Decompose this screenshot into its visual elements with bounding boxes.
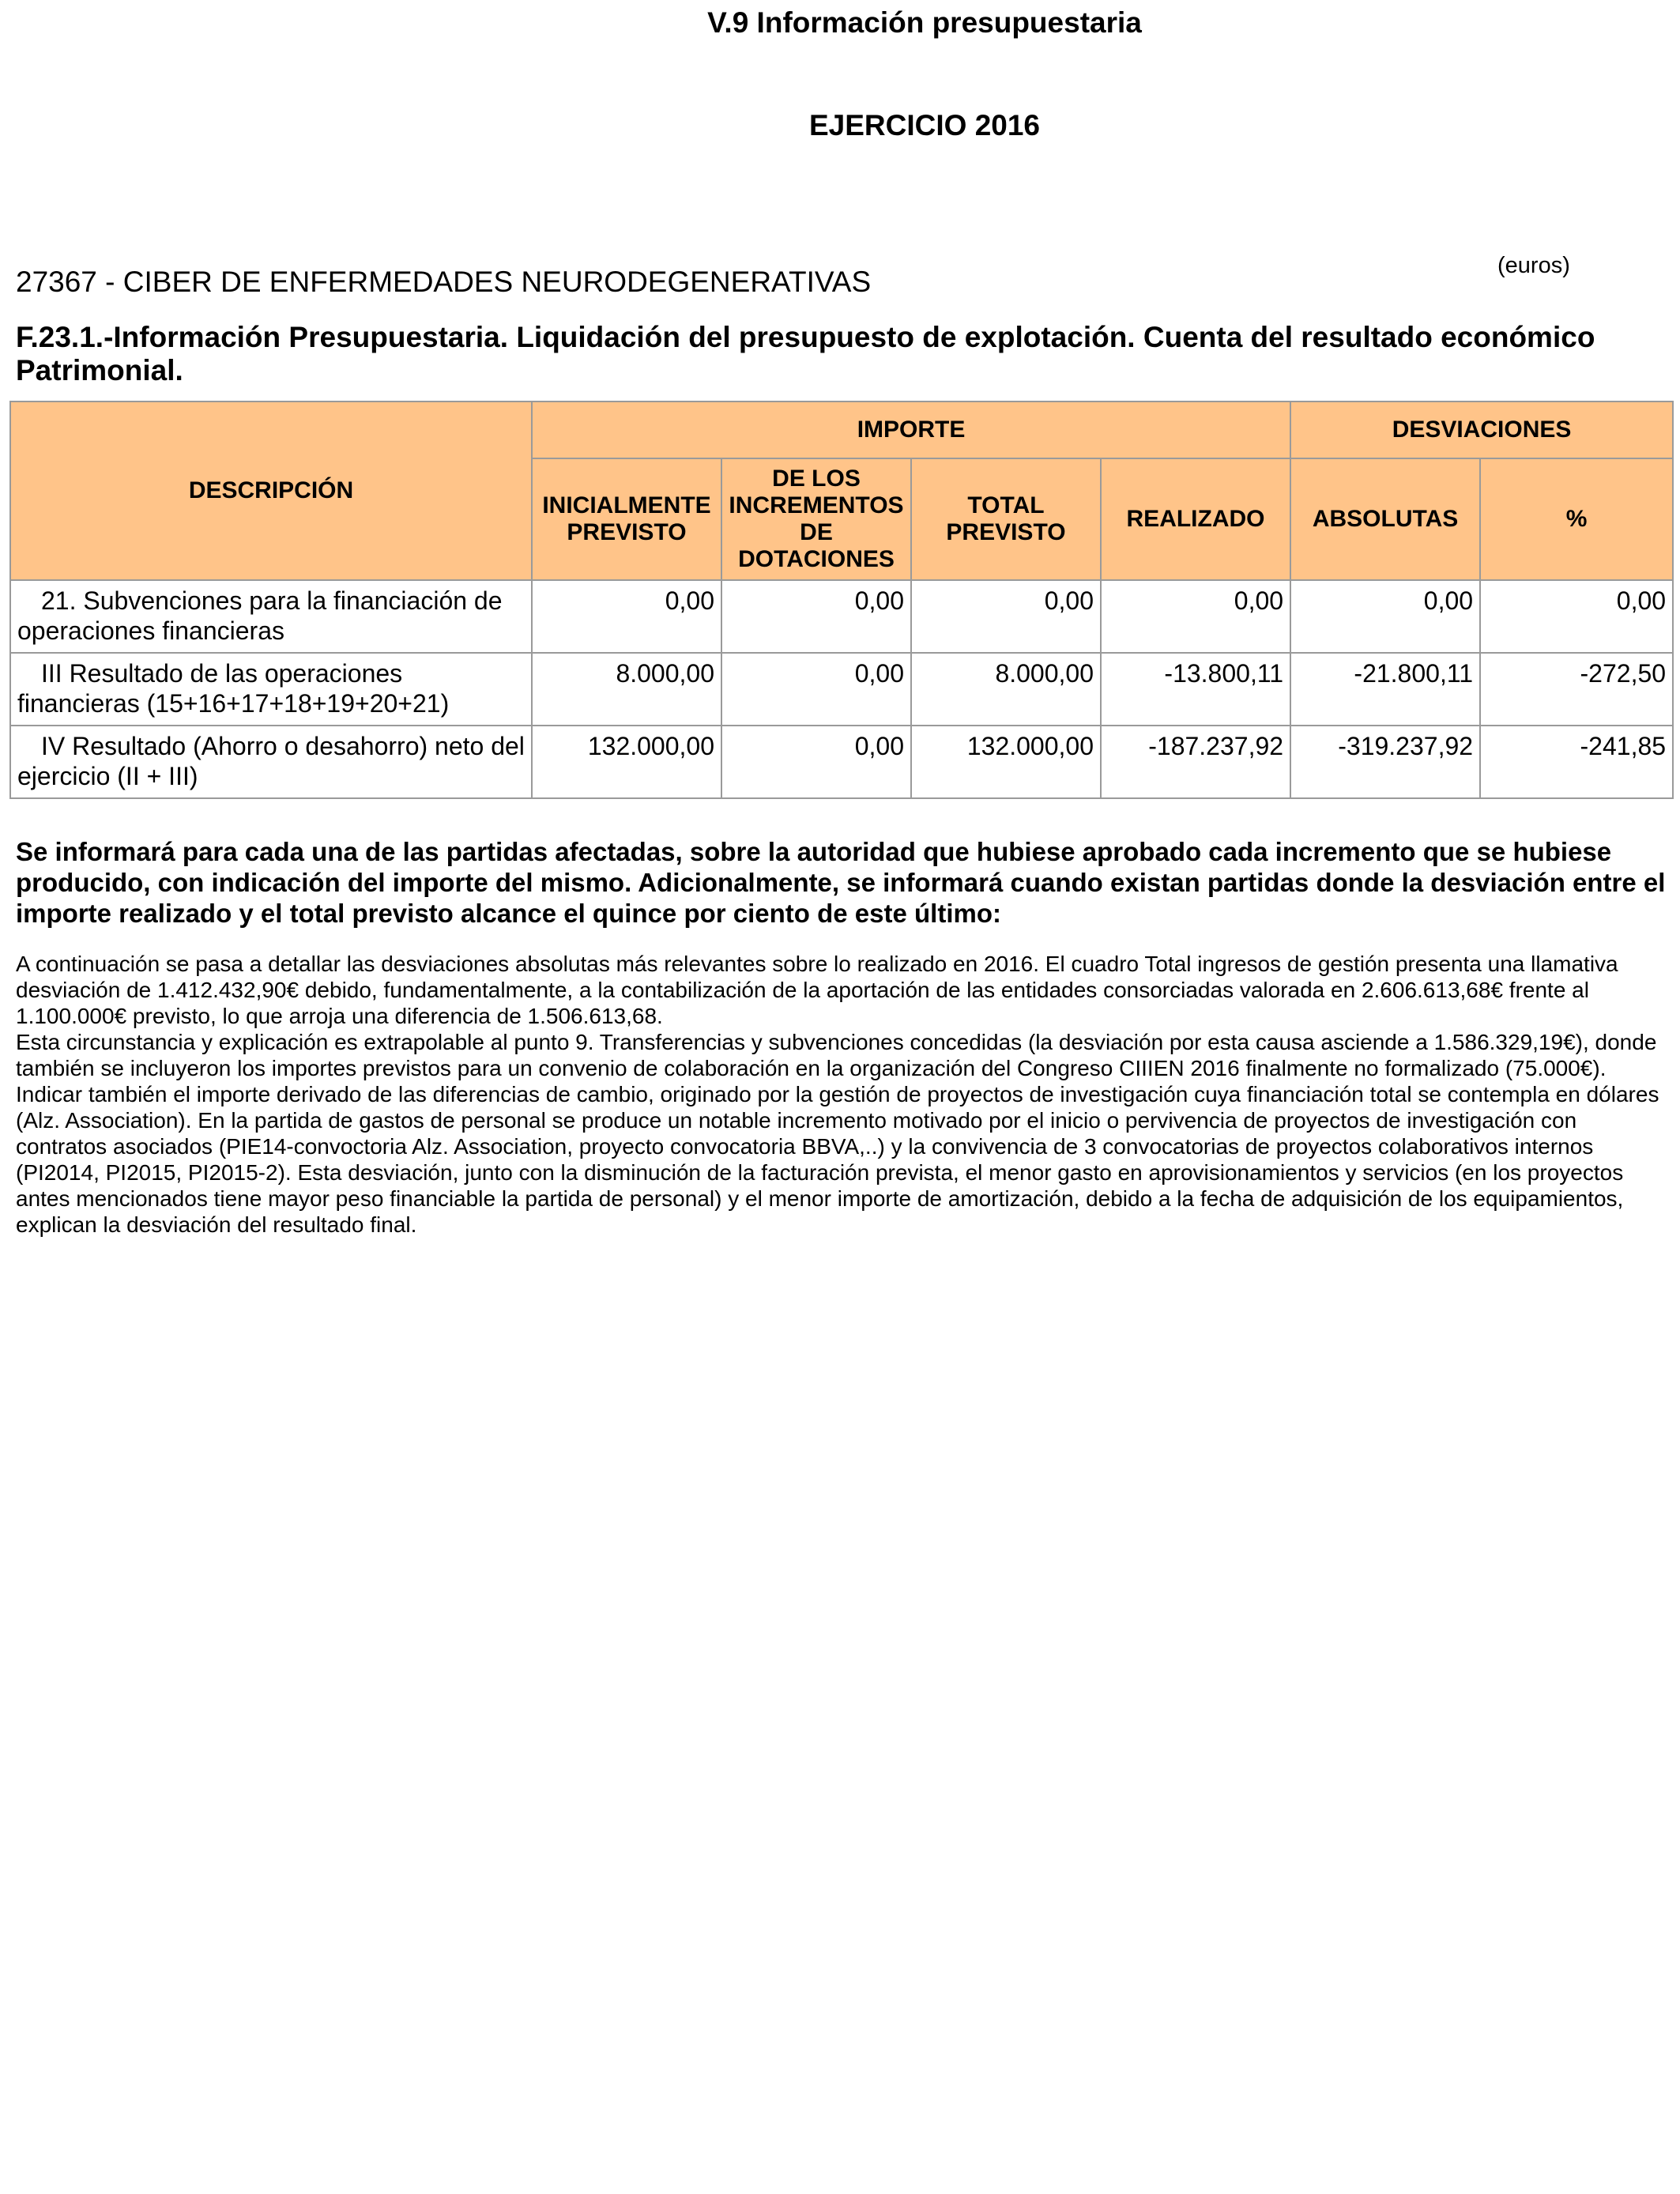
explanation-paragraph: Esta circunstancia y explicación es extrapolable al punto 9. Transferencias y subvenciones concedidas (la desviación por esta causa asciende a 1.586.329,19€), donde también se incluyeron los importes previstos para un convenio de colaboración en la organización del Congreso CIIIEN 2016 finalmente no formalizado (75.000€). Indicar también el importe derivado de las diferencias de cambio, originado por la gestión de proyectos de investigación cuya financiación total se contempla en dólares (Alz. Association). En la partida de gastos de personal se produce un notable incremento motivado por el inicio o pervivencia de proyectos de investigación con contratos asociados (PIE14-convoctoria Alz. Association, proyecto convocatoria BBVA,..) y la convivencia de 3 convocatorias de proyectos colaborativos internos (PI2014, PI2015, PI2015-2). Esta desviación, junto con la disminución de la facturación prevista, el menor gasto en aprovisionamientos y servicios (en los proyectos antes mencionados tiene mayor peso financiable la partida de personal) y el menor importe de amortización, debido a la fecha de adquisición de los equipamientos, explican la desviación del resultado final. [16,1030,1659,1237]
column-group-desviaciones: DESVIACIONES [1290,401,1673,458]
explanation-text [16,951,1667,1238]
cell-incrementos: 0,00 [721,653,911,726]
cell-absolutas: -319.237,92 [1290,726,1480,798]
budget-table [9,401,1674,799]
cell-total-previsto: 0,00 [911,580,1101,653]
column-header-incrementos: DE LOS INCREMENTOS DE DOTACIONES [721,458,911,580]
column-header-percent: % [1480,458,1673,580]
cell-total-previsto: 8.000,00 [911,653,1101,726]
table-row [10,726,1673,798]
cell-total-previsto: 132.000,00 [911,726,1101,798]
row-description: III Resultado de las operaciones financieras (15+16+17+18+19+20+21) [10,653,532,726]
cell-absolutas: 0,00 [1290,580,1480,653]
column-header-realizado: REALIZADO [1101,458,1290,580]
entity-name: 27367 - CIBER DE ENFERMEDADES NEURODEGENERATIVAS [16,266,872,298]
form-title: F.23.1.-Información Presupuestaria. Liquidación del presupuesto de explotación. Cuenta del resultado económico Patrimonial. [16,321,1595,386]
currency-units: (euros) [1497,253,1570,278]
column-group-importe: IMPORTE [532,401,1290,458]
section-title: V.9 Información presupuestaria [707,6,1142,39]
cell-inicialmente-previsto: 132.000,00 [532,726,721,798]
cell-realizado: -13.800,11 [1101,653,1290,726]
cell-realizado: 0,00 [1101,580,1290,653]
cell-absolutas: -21.800,11 [1290,653,1480,726]
cell-percent: 0,00 [1480,580,1673,653]
table-row [10,580,1673,653]
cell-incrementos: 0,00 [721,580,911,653]
row-description: 21. Subvenciones para la financiación de operaciones financieras [10,580,532,653]
instruction-note: Se informará para cada una de las partidas afectadas, sobre la autoridad que hubiese aprobado cada incremento que se hubiese producido, con indicación del importe del mismo. Adicionalmente, se informará cuando existan partidas donde la desviación entre el importe realizado y el total previsto alcance el quince por ciento de este último: [16,837,1666,928]
row-description: IV Resultado (Ahorro o desahorro) neto del ejercicio (II + III) [10,726,532,798]
explanation-paragraph: A continuación se pasa a detallar las desviaciones absolutas más relevantes sobre lo realizado en 2016. El cuadro Total ingresos de gestión presenta una llamativa desviación de 1.412.432,90€ debido, fundamentalmente, a la contabilización de la aportación de las entidades consorciadas valorada en 2.606.613,68€ frente al 1.100.000€ previsto, lo que arroja una diferencia de 1.506.613,68. [16,952,1618,1028]
cell-realizado: -187.237,92 [1101,726,1290,798]
cell-inicialmente-previsto: 0,00 [532,580,721,653]
column-header-inicialmente-previsto: INICIALMENTE PREVISTO [532,458,721,580]
cell-incrementos: 0,00 [721,726,911,798]
column-header-absolutas: ABSOLUTAS [1290,458,1480,580]
cell-percent: -272,50 [1480,653,1673,726]
cell-inicialmente-previsto: 8.000,00 [532,653,721,726]
table-row [10,653,1673,726]
column-header-descripcion: DESCRIPCIÓN [10,401,532,580]
cell-percent: -241,85 [1480,726,1673,798]
column-header-total-previsto: TOTAL PREVISTO [911,458,1101,580]
fiscal-year-title: EJERCICIO 2016 [808,109,1041,141]
table-header-row-groups [10,401,1673,458]
